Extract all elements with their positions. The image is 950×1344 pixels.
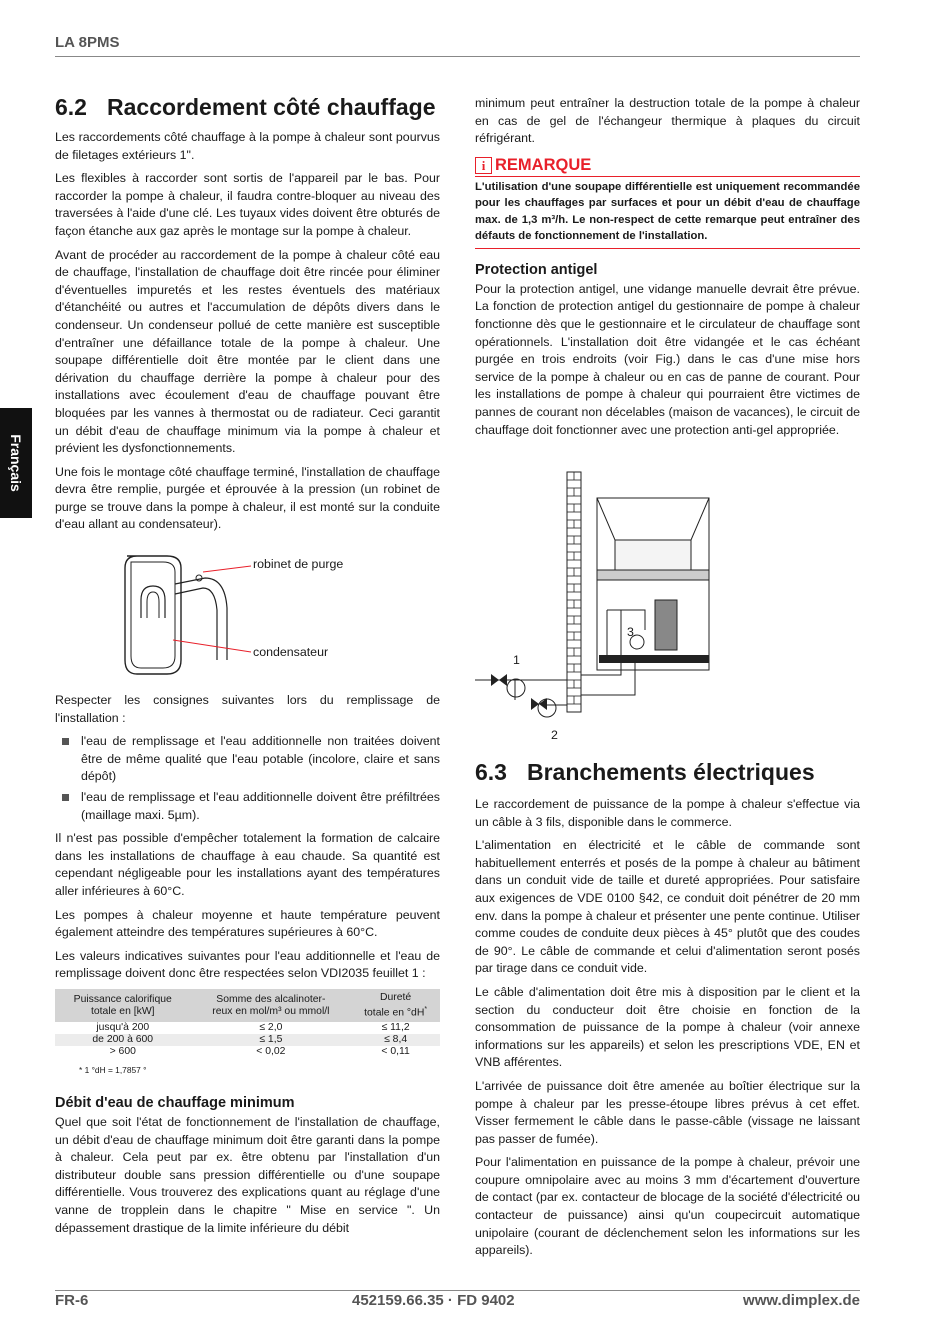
table-header: Puissance calorifique totale en [kW]	[55, 989, 191, 1022]
table-header: Dureté totale en °dH*	[351, 989, 440, 1022]
drain-point-label: 2	[551, 728, 558, 742]
section-title: Raccordement côté chauffage	[107, 94, 436, 120]
info-icon: i	[475, 157, 492, 174]
subsection-heading-debit: Débit d'eau de chauffage minimum	[55, 1095, 295, 1112]
paragraph: Les flexibles à raccorder sont sortis de l'appareil par le bas. Pour raccorder la pompe à chaleur, il faudra contre-bloquer au niveau des traversées à l'aide d'une clé. Les tuyaux vides doivent être obturés de façon étanche aux gaz après le montage sur la pompe à chaleur.	[55, 171, 440, 238]
remark-text: L'utilisation d'une soupape différentielle est uniquement recommandée pour les chauffages par surfaces et pour un débit d'eau de chauffage max. de 1,3 m³/h. Le non-respect de cette remarque peut entraîner des défauts de fonctionnement de l'installation.	[475, 180, 860, 243]
table-cell: jusqu'à 200	[96, 1022, 150, 1034]
remark-header	[475, 156, 860, 177]
table-cell: ≤ 11,2	[381, 1022, 410, 1034]
header-rule	[55, 56, 860, 57]
table-cell: ≤ 1,5	[191, 1034, 352, 1046]
drain-points-drawing	[475, 470, 860, 745]
paragraph: Pour l'alimentation en puissance de la pompe à chaleur, prévoir une coupure omnipolaire avec au moins 3 mm d'écartement d'ouverture de contact (par ex. contacteur de blocage de la société d'électricité ou contacteur de puissance) ainsi qu'un coupecircuit automatique unipolaire (courant de déclenchement selon les informations sur les appareils).	[475, 1155, 860, 1258]
paragraph: Il n'est pas possible d'empêcher totalement la formation de calcaire dans les installations de chauffage à eau chaude. Sa quantité est cependant négligeable pour les installations ayant des températures aller inférieures à 60°C.	[55, 831, 440, 898]
table-row	[55, 1046, 440, 1058]
paragraph: Les valeurs indicatives suivantes pour l'eau additionnelle et l'eau de remplissage doivent donc être respectées selon VDI2035 feuillet 1 :	[55, 948, 440, 981]
table-cell: ≤ 2,0	[259, 1022, 283, 1034]
right-column	[475, 95, 860, 445]
paragraph: Respecter les consignes suivantes lors du remplissage de l'installation :	[55, 693, 440, 725]
left-column	[55, 93, 440, 1243]
paragraph: Le raccordement de puissance de la pompe à chaleur s'effectue via un câble à 3 fils, disponible dans le commerce.	[475, 797, 860, 829]
paragraph: Quel que soit l'état de fonctionnement de l'installation de chauffage, un débit d'eau de chauffage minimum doit être garanti dans la pompe à chaleur. Cela peut par ex. être obtenu par l'installation d'un distributeur double sans pression différentielle ou d'une soupape différentielle. Vous trouverez des explications quant au réglage d'une vanne de tropplein dans le chapitre " Mise en service ". Un dépassement drastique de la limite inférieure du débit	[55, 1115, 440, 1235]
paragraph: Les raccordements côté chauffage à la pompe à chaleur sont pourvus de filetages extérieurs 1".	[55, 130, 440, 162]
document-code: 452159.66.35 · FD 9402	[352, 1292, 515, 1309]
section-heading-6-2	[55, 93, 440, 121]
section-number: 6.2	[55, 94, 87, 120]
table-footnote: * 1 °dH = 1,7857 °	[79, 1065, 147, 1076]
table-cell: > 600	[109, 1046, 136, 1058]
footer-rule	[55, 1290, 860, 1291]
table-cell: ≤ 8,4	[351, 1034, 440, 1046]
language-tab-label: Français	[8, 434, 24, 492]
paragraph: Les pompes à chaleur moyenne et haute température peuvent également atteindre des températures supérieures à 60°C.	[55, 907, 440, 940]
table-cell: < 0,02	[256, 1046, 286, 1058]
section-heading-6-3	[475, 758, 860, 786]
list-item: l'eau de remplissage et l'eau additionnelle non traitées doivent être de même qualité que l'eau potable (incolore, claire et sans dépôt)	[55, 733, 440, 786]
figure-label-condenser: condensateur	[253, 645, 329, 660]
paragraph: Le câble d'alimentation doit être mis à disposition par le client et la section du conducteur doit être choisie en fonction de la consommation de puissance de la pompe à chaleur (voir annexe informations sur les appareils) et selon les prescriptions VDE, EN et VNB afférentes.	[475, 984, 860, 1070]
drain-point-label: 3	[627, 625, 634, 639]
language-tab	[0, 408, 32, 518]
document-header: LA 8PMS	[55, 34, 120, 51]
website-link[interactable]: www.dimplex.de	[743, 1292, 860, 1309]
bullet-list	[55, 733, 440, 824]
table-header-row	[55, 989, 440, 1022]
drain-point-label: 1	[513, 653, 520, 667]
table-cell: < 0,11	[381, 1046, 410, 1058]
paragraph: L'alimentation en électricité et le câble de commande sont habituellement enterrés et posés de la pompe à chaleur au bâtiment dans un conduit vide de taille et dureté appropriées. Pour satisfaire aux exigences de VDE 0100 §42, ce conduit doit pénétrer de 20 mm env. dans la pompe à chaleur et présenter une pente continue. Utiliser comme coudes de conduite deux pièces à 45° plutôt que des coudes de 90°. Le câble de commande et celui d'alimentation seront posés par tirage dans ce conduit vide.	[475, 838, 860, 976]
table-row	[55, 1022, 440, 1034]
paragraph: L'arrivée de puissance doit être amenée au boîtier électrique sur la pompe à chaleur par les presse-étoupe libres prévus à cet effet. Visser fermement le câble dans le passe-câble (vissage ne laissant pas passer de fumée).	[475, 1078, 860, 1146]
table-header: Somme des alcalinoter- reux en mol/m³ ou mmol/l	[191, 989, 352, 1022]
table-row	[55, 1034, 440, 1046]
figure-label-purge: robinet de purge	[253, 557, 344, 572]
section-number: 6.3	[475, 759, 507, 785]
paragraph: Avant de procéder au raccordement de la pompe à chaleur côté eau de chauffage, l'installation de chauffage doit être rincée pour éliminer d'éventuelles impuretés et les restes éventuels des matériaux d'étanchéité ou autres et l'accumulation de dépôts divers dans le condenseur. Un condenseur pollué de cette manière est susceptible d'entraîner une défaillance totale de la pompe à chaleur. Une soupape différentielle doit être montée par le client dans une dérivation du chauffage derrière la pompe à chaleur pour des installations avec écoulement d'eau de chauffage pouvant être bloquées par les vannes à thermostat ou de radiateur. Ceci garantit un débit d'eau de chauffage minimum via la pompe à chaleur et prévient les dysfonctionnements.	[55, 247, 440, 456]
remark-label: REMARQUE	[495, 155, 592, 174]
table-cell: de 200 à 600	[55, 1034, 191, 1046]
paragraph: minimum peut entraîner la destruction totale de la pompe à chaleur en cas de gel de l'échangeur thermique à plaques du circuit réfrigérant.	[475, 96, 860, 146]
paragraph: Une fois le montage côté chauffage terminé, l'installation de chauffage devra être remplie, purgée et éprouvée à la pression (un robinet de purge se trouve dans la pompe à chaleur, il est monté sur la conduite d'eau allant au condensateur).	[55, 464, 440, 532]
right-column-lower	[475, 758, 860, 1266]
drain-points-figure	[475, 470, 860, 745]
water-hardness-table	[55, 989, 440, 1058]
remark-box	[475, 156, 860, 249]
list-item: l'eau de remplissage et l'eau additionnelle doivent être préfiltrées (maillage maxi. 5µm).	[55, 789, 440, 824]
purge-valve-drawing	[55, 548, 440, 688]
page-number: FR-6	[55, 1292, 89, 1309]
paragraph: Pour la protection antigel, une vidange manuelle devrait être prévue. La fonction de protection antigel du gestionnaire de pompe à chaleur fonctionne dès que le gestionnaire et le circulateur de chauffage sont opérationnels. L'installation doit être vidangée et le cas échéant purgée en trois endroits (voir Fig.) dans le cas d'une mise hors service de la pompe à chaleur ou en cas de panne de courant. Pour les installations de pompe à chaleur qui pourraient être victimes de pannes de courant non décelables (maison de vacances), le circuit de chauffage doit fonctionner avec une protection anti-gel appropriée.	[475, 281, 860, 437]
subsection-heading-antigel: Protection antigel	[475, 261, 598, 278]
section-title: Branchements électriques	[527, 759, 815, 785]
purge-valve-figure	[55, 548, 440, 688]
